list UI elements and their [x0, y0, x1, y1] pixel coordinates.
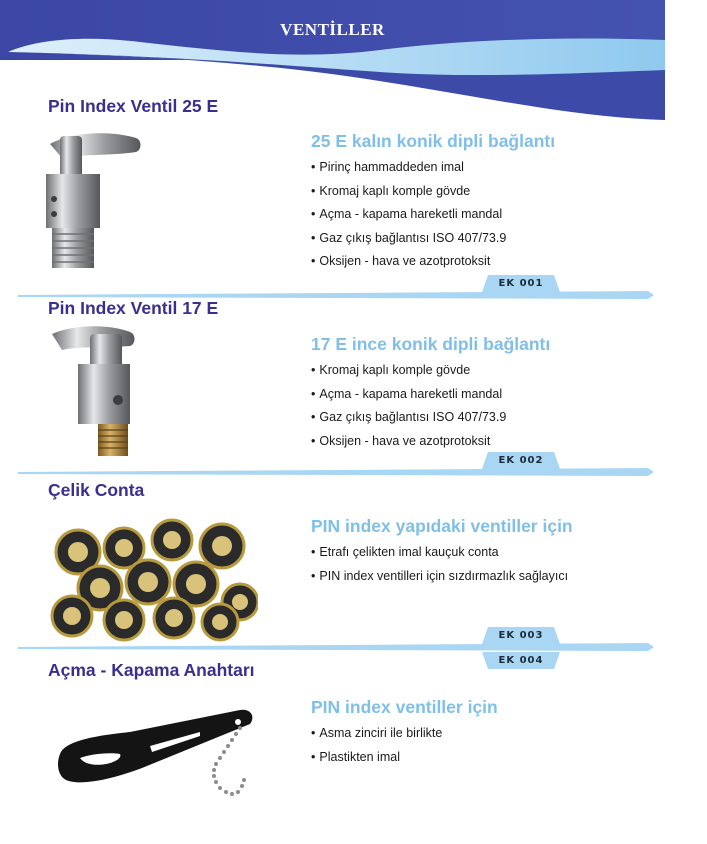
acma-kapama-anahtari-description — [311, 697, 498, 769]
celik-conta-bullet-list — [311, 541, 573, 588]
ventil-17e-image — [40, 322, 150, 467]
list-item: • Etrafı çelikten imal kauçuk conta — [311, 541, 573, 565]
section-divider — [18, 468, 654, 476]
section-divider — [18, 643, 654, 651]
ventil-25e-description — [311, 131, 555, 274]
list-item: • Pirinç hammaddeden imal — [311, 156, 555, 180]
list-item: • PIN index ventilleri için sızdırmazlık sağlayıcı — [311, 565, 573, 589]
list-item: • Plastikten imal — [311, 746, 498, 770]
ventil-17e-desc-title: 17 E ince konik dipli bağlantı — [311, 334, 551, 354]
product-code-text: EK 004 — [498, 655, 544, 666]
ventil-25e-image — [40, 124, 150, 279]
ventil-25e-bullet-list — [311, 156, 555, 274]
list-item: • Kromaj kaplı komple gövde — [311, 180, 555, 204]
list-item: • Kromaj kaplı komple gövde — [311, 359, 550, 383]
product-code-badge — [482, 275, 560, 292]
ventil-17e-bullet-list — [311, 359, 550, 453]
acma-kapama-anahtari-bullet-list — [311, 722, 498, 769]
section-title-ventil-25e: Pin Index Ventil 25 E — [48, 96, 219, 116]
list-item: • Oksijen - hava ve azotprotoksit — [311, 430, 550, 454]
list-item: • Açma - kapama hareketli mandal — [311, 203, 555, 227]
celik-conta-image — [44, 518, 258, 647]
ventil-25e-desc-title: 25 E kalın konik dipli bağlantı — [311, 131, 556, 151]
list-item: • Oksijen - hava ve azotprotoksit — [311, 250, 555, 274]
product-code-badge — [482, 652, 560, 669]
acma-kapama-anahtari-image — [50, 702, 280, 807]
list-item: • Açma - kapama hareketli mandal — [311, 383, 550, 407]
section-title-celik-conta: Çelik Conta — [48, 480, 145, 500]
page-title: VENTİLLER — [280, 20, 385, 39]
celik-conta-desc-title: PIN index yapıdaki ventiller için — [311, 516, 573, 536]
acma-kapama-anahtari-desc-title: PIN index ventiller için — [311, 697, 498, 717]
list-item: • Gaz çıkış bağlantısı ISO 407/73.9 — [311, 406, 550, 430]
product-code-text: EK 002 — [498, 455, 544, 466]
list-item: • Gaz çıkış bağlantısı ISO 407/73.9 — [311, 227, 555, 251]
list-item: • Asma zinciri ile birlikte — [311, 722, 498, 746]
product-code-badge — [482, 627, 560, 644]
product-code-text: EK 003 — [498, 630, 544, 641]
product-code-text: EK 001 — [498, 278, 544, 289]
celik-conta-description — [311, 516, 573, 588]
section-title-acma-kapama-anahtari: Açma - Kapama Anahtarı — [48, 660, 255, 680]
product-code-badge — [482, 452, 560, 469]
section-title-ventil-17e: Pin Index Ventil 17 E — [48, 298, 219, 318]
ventil-17e-description — [311, 334, 550, 453]
